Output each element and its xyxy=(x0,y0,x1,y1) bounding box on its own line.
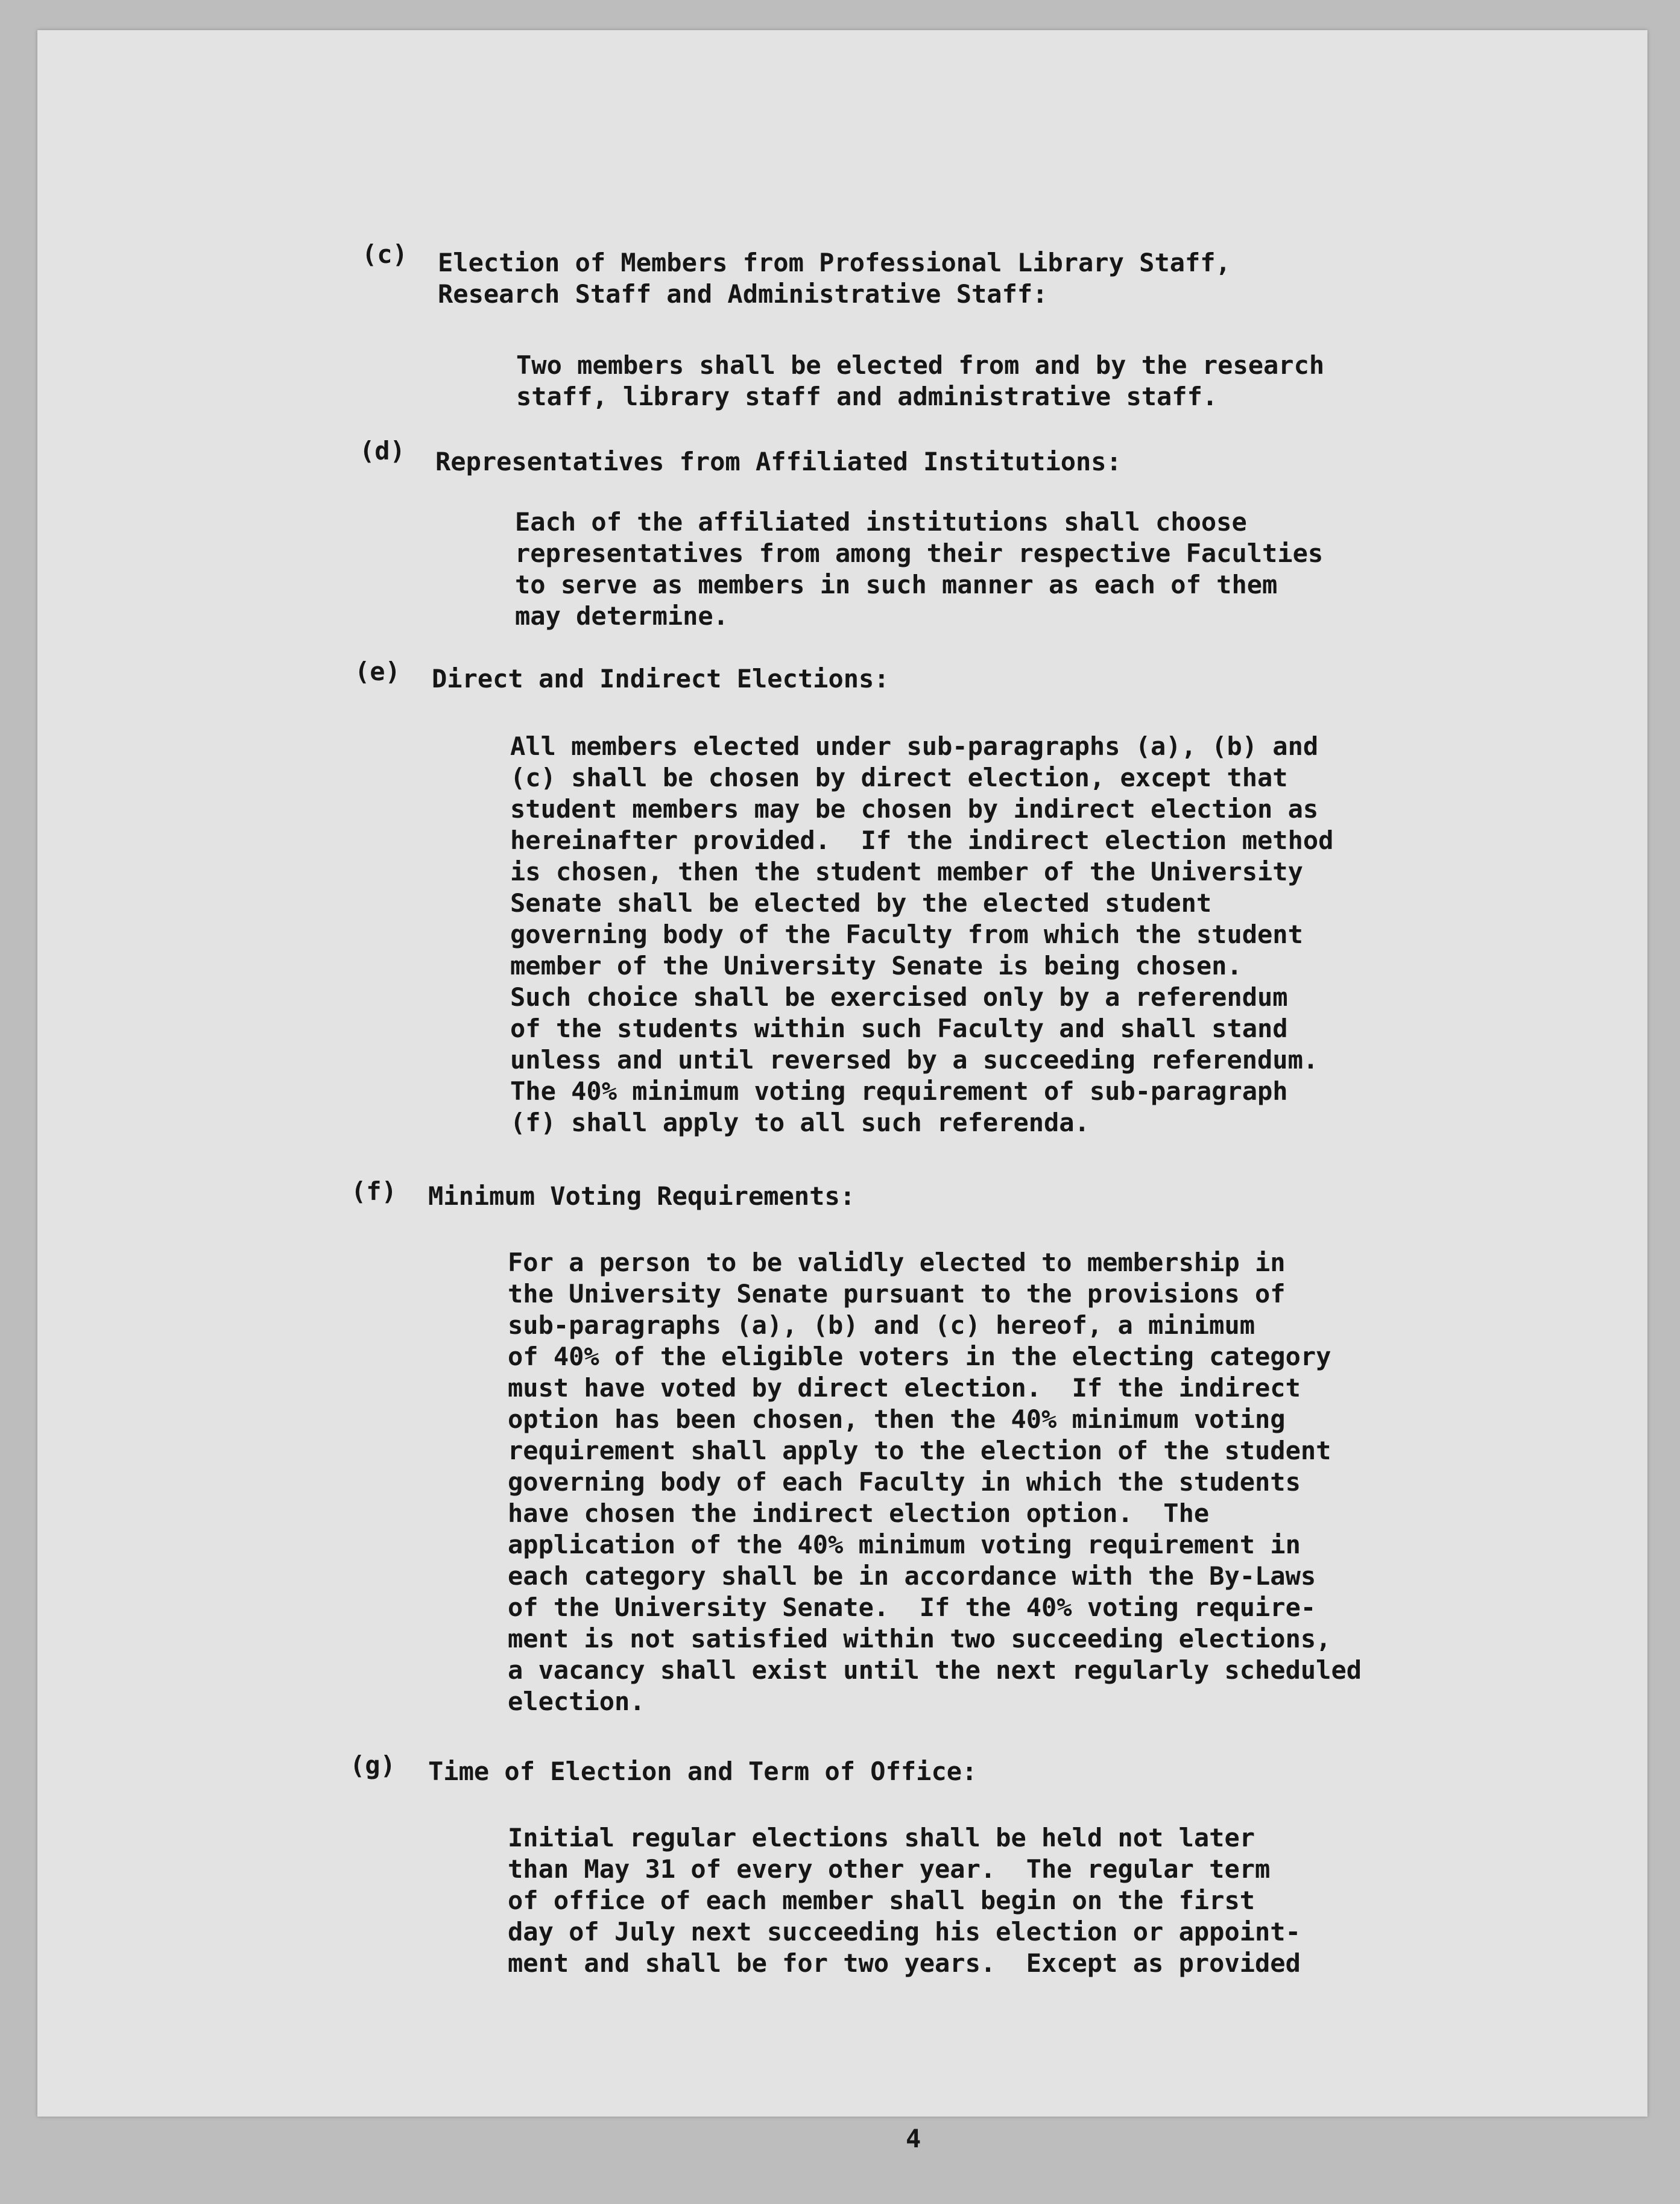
section-d-heading xyxy=(435,446,1122,478)
section-e-label: (e) xyxy=(355,657,400,686)
body-line: For a person to be validly elected to membership in xyxy=(508,1248,1286,1277)
body-line: the University Senate pursuant to the provisions of xyxy=(508,1279,1286,1309)
body-line: Two members shall be elected from and by the research xyxy=(516,350,1325,380)
section-e-heading xyxy=(432,663,889,695)
section-c-heading xyxy=(438,247,1231,310)
section-g-label: (g) xyxy=(350,1751,396,1780)
heading-line: Time of Election and Term of Office: xyxy=(428,1757,977,1786)
body-line: representatives from among their respective Faculties xyxy=(515,538,1324,568)
body-line: a vacancy shall exist until the next regularly scheduled xyxy=(508,1655,1362,1685)
section-d-label: (d) xyxy=(359,436,405,466)
body-line: of the students within such Faculty and shall stand xyxy=(510,1014,1288,1043)
body-line: to serve as members in such manner as each of them xyxy=(515,570,1278,599)
body-line: of 40% of the eligible voters in the electing category xyxy=(508,1342,1331,1371)
body-line: must have voted by direct election. If the indirect xyxy=(508,1373,1301,1403)
body-line: than May 31 of every other year. The regular term xyxy=(508,1854,1271,1884)
body-line: (f) shall apply to all such referenda. xyxy=(510,1108,1090,1137)
body-line: member of the University Senate is being chosen. xyxy=(510,951,1242,980)
section-g-body xyxy=(508,1822,1301,1979)
heading-line: Research Staff and Administrative Staff: xyxy=(438,279,1048,309)
heading-line: Direct and Indirect Elections: xyxy=(432,664,889,693)
body-line: election. xyxy=(508,1687,645,1716)
body-line: governing body of the Faculty from which the student xyxy=(510,920,1303,949)
section-c-body xyxy=(516,350,1324,412)
body-line: unless and until reversed by a succeeding referendum. xyxy=(510,1045,1319,1075)
body-line: application of the 40% minimum voting requirement in xyxy=(508,1530,1301,1559)
section-g-heading xyxy=(428,1756,977,1787)
body-line: Initial regular elections shall be held not later xyxy=(508,1823,1255,1852)
heading-line: Minimum Voting Requirements: xyxy=(428,1181,856,1211)
body-line: The 40% minimum voting requirement of sub-paragraph xyxy=(510,1076,1288,1106)
heading-line: Representatives from Affiliated Institutions: xyxy=(435,447,1122,476)
body-line: Such choice shall be exercised only by a referendum xyxy=(510,982,1288,1012)
body-line: hereinafter provided. If the indirect election method xyxy=(510,826,1334,855)
body-line: each category shall be in accordance with the By-Laws xyxy=(508,1561,1316,1591)
body-line: Senate shall be elected by the elected student xyxy=(510,888,1212,918)
section-f-heading xyxy=(428,1181,855,1212)
body-line: sub-paragraphs (a), (b) and (c) hereof, a minimum xyxy=(508,1310,1255,1340)
section-f-label: (f) xyxy=(351,1176,397,1206)
body-line: student members may be chosen by indirect election as xyxy=(510,794,1319,824)
body-line: of the University Senate. If the 40% voting require- xyxy=(508,1593,1316,1622)
body-line: may determine. xyxy=(515,601,729,631)
body-line: (c) shall be chosen by direct election, except that xyxy=(510,763,1288,792)
body-line: ment is not satisfied within two succeeding elections, xyxy=(508,1624,1331,1653)
body-line: day of July next succeeding his election or appoint- xyxy=(508,1917,1301,1947)
body-line: have chosen the indirect election option. The xyxy=(508,1498,1210,1528)
body-line: governing body of each Faculty in which the students xyxy=(508,1467,1301,1497)
body-line: is chosen, then the student member of the University xyxy=(510,857,1303,886)
body-line: option has been chosen, then the 40% minimum voting xyxy=(508,1404,1286,1434)
page-number: 4 xyxy=(906,2124,921,2153)
body-line: of office of each member shall begin on the first xyxy=(508,1886,1255,1915)
heading-line: Election of Members from Professional Library Staff, xyxy=(438,248,1231,277)
section-e-body xyxy=(510,731,1333,1138)
section-c-label: (c) xyxy=(362,239,408,269)
section-f-body xyxy=(508,1247,1362,1717)
document-page xyxy=(37,30,1647,2153)
body-line: Each of the affiliated institutions shall choose xyxy=(515,507,1247,537)
body-line: All members elected under sub-paragraphs (a), (b) and xyxy=(510,731,1319,761)
body-line: staff, library staff and administrative staff. xyxy=(516,382,1218,411)
section-d-body xyxy=(515,507,1323,632)
body-line: requirement shall apply to the election of the student xyxy=(508,1436,1331,1465)
body-line: ment and shall be for two years. Except as provided xyxy=(508,1948,1301,1978)
